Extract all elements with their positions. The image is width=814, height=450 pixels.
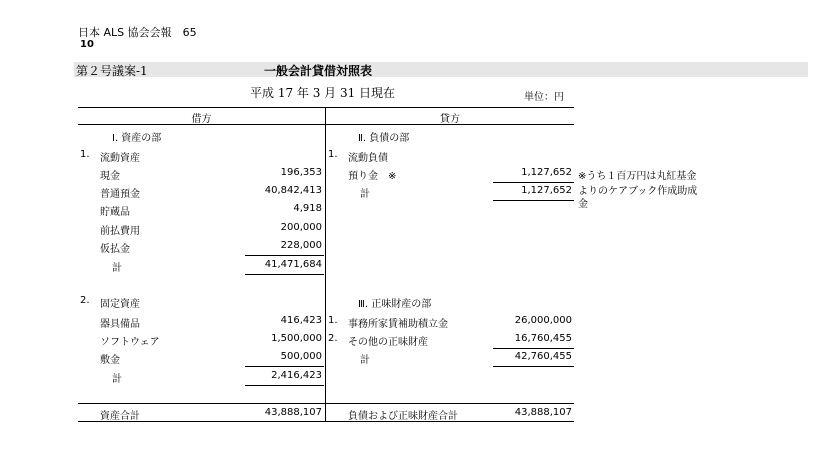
- fixed-assets-total-value: 2,416,423: [271, 370, 322, 381]
- org-title: 日本 ALS 協会会報 65: [78, 26, 197, 39]
- asset-item-value: 228,000: [280, 240, 322, 251]
- subtotal-rule: [493, 348, 574, 349]
- asset-item-label: 前払費用: [100, 226, 140, 237]
- fixed-assets-num: 2.: [80, 295, 90, 306]
- current-assets-title: 流動資産: [100, 153, 140, 164]
- current-assets-total-label: 計: [112, 263, 122, 274]
- asset-item-label: 敷金: [100, 355, 120, 366]
- fixed-assets-title: 固定資産: [100, 299, 140, 310]
- agenda-label: 第２号議案-1: [76, 64, 148, 78]
- equity-item-num: 1.: [328, 315, 338, 326]
- equity-item-value: 26,000,000: [514, 315, 572, 326]
- asset-item-value: 4,918: [293, 203, 322, 214]
- debit-header: 借方: [191, 114, 212, 125]
- subtotal-rule: [245, 366, 324, 367]
- grand-total-bottom-rule: [78, 421, 574, 422]
- asset-item-value: 1,500,000: [271, 333, 322, 344]
- asset-item-label: 普通預金: [100, 189, 140, 200]
- subtotal-rule: [245, 255, 324, 256]
- asset-item-label: 現金: [100, 171, 120, 182]
- liabilities-total-label: 計: [360, 189, 370, 200]
- grand-total-top-rule: [78, 403, 574, 404]
- liabilities-equity-grand-total-label: 負債および正味財産合計: [348, 411, 458, 422]
- asset-item-label: 器具備品: [100, 319, 140, 330]
- asset-item-value: 196,353: [280, 167, 322, 178]
- page-title: 一般会計貸借対照表: [264, 64, 373, 78]
- liabilities-total-value: 1,127,652: [521, 185, 572, 196]
- equity-total-label: 計: [360, 355, 370, 366]
- equity-total-value: 42,760,455: [514, 351, 572, 362]
- current-assets-total-value: 41,471,684: [264, 259, 322, 270]
- subtotal-rule: [493, 182, 574, 183]
- table-center-divider: [325, 107, 326, 422]
- net-assets-part-title: Ⅲ. 正味財産の部: [358, 299, 432, 310]
- fixed-assets-total-label: 計: [112, 374, 122, 385]
- equity-item-label: その他の正味財産: [348, 337, 428, 348]
- footnote-line: ※うち１百万円は丸紅基金: [578, 171, 697, 182]
- equity-item-num: 2.: [328, 333, 338, 344]
- current-assets-num: 1.: [80, 149, 90, 160]
- asset-item-value: 200,000: [280, 222, 322, 233]
- current-liabilities-num: 1.: [328, 149, 338, 160]
- liabilities-equity-grand-total-value: 43,888,107: [514, 407, 572, 418]
- as-of-date: 平成 17 年 3 月 31 日現在: [250, 86, 396, 100]
- assets-grand-total-value: 43,888,107: [264, 407, 322, 418]
- liabilities-part-title: Ⅱ. 負債の部: [358, 133, 410, 144]
- assets-part-title: Ⅰ. 資産の部: [112, 133, 162, 144]
- equity-item-value: 16,760,455: [514, 333, 572, 344]
- asset-item-label: 貯蔵品: [100, 207, 130, 218]
- asset-item-label: 仮払金: [100, 244, 130, 255]
- current-liabilities-title: 流動負債: [348, 153, 388, 164]
- unit-label: 単位：円: [524, 92, 564, 103]
- table-top-rule: [78, 107, 574, 108]
- asset-item-value: 416,423: [280, 315, 322, 326]
- liability-item-label: 預り金 ※: [348, 171, 397, 182]
- asset-item-value: 40,842,413: [264, 185, 322, 196]
- asset-item-label: ソフトウェア: [100, 337, 160, 348]
- credit-header: 貸方: [440, 114, 460, 125]
- subtotal-rule: [245, 385, 324, 386]
- assets-grand-total-label: 資産合計: [100, 411, 140, 422]
- footnote-line: よりのケアブック作成助成: [578, 186, 698, 197]
- asset-item-value: 500,000: [280, 351, 322, 362]
- footnote-line: 金: [578, 199, 588, 210]
- page-number: 10: [80, 39, 94, 50]
- subtotal-rule: [493, 200, 574, 201]
- subtotal-rule: [245, 274, 324, 275]
- equity-item-label: 事務所家賃補助積立金: [348, 319, 448, 330]
- section-bar: [74, 62, 808, 77]
- subtotal-rule: [493, 366, 574, 367]
- liability-item-value: 1,127,652: [521, 167, 572, 178]
